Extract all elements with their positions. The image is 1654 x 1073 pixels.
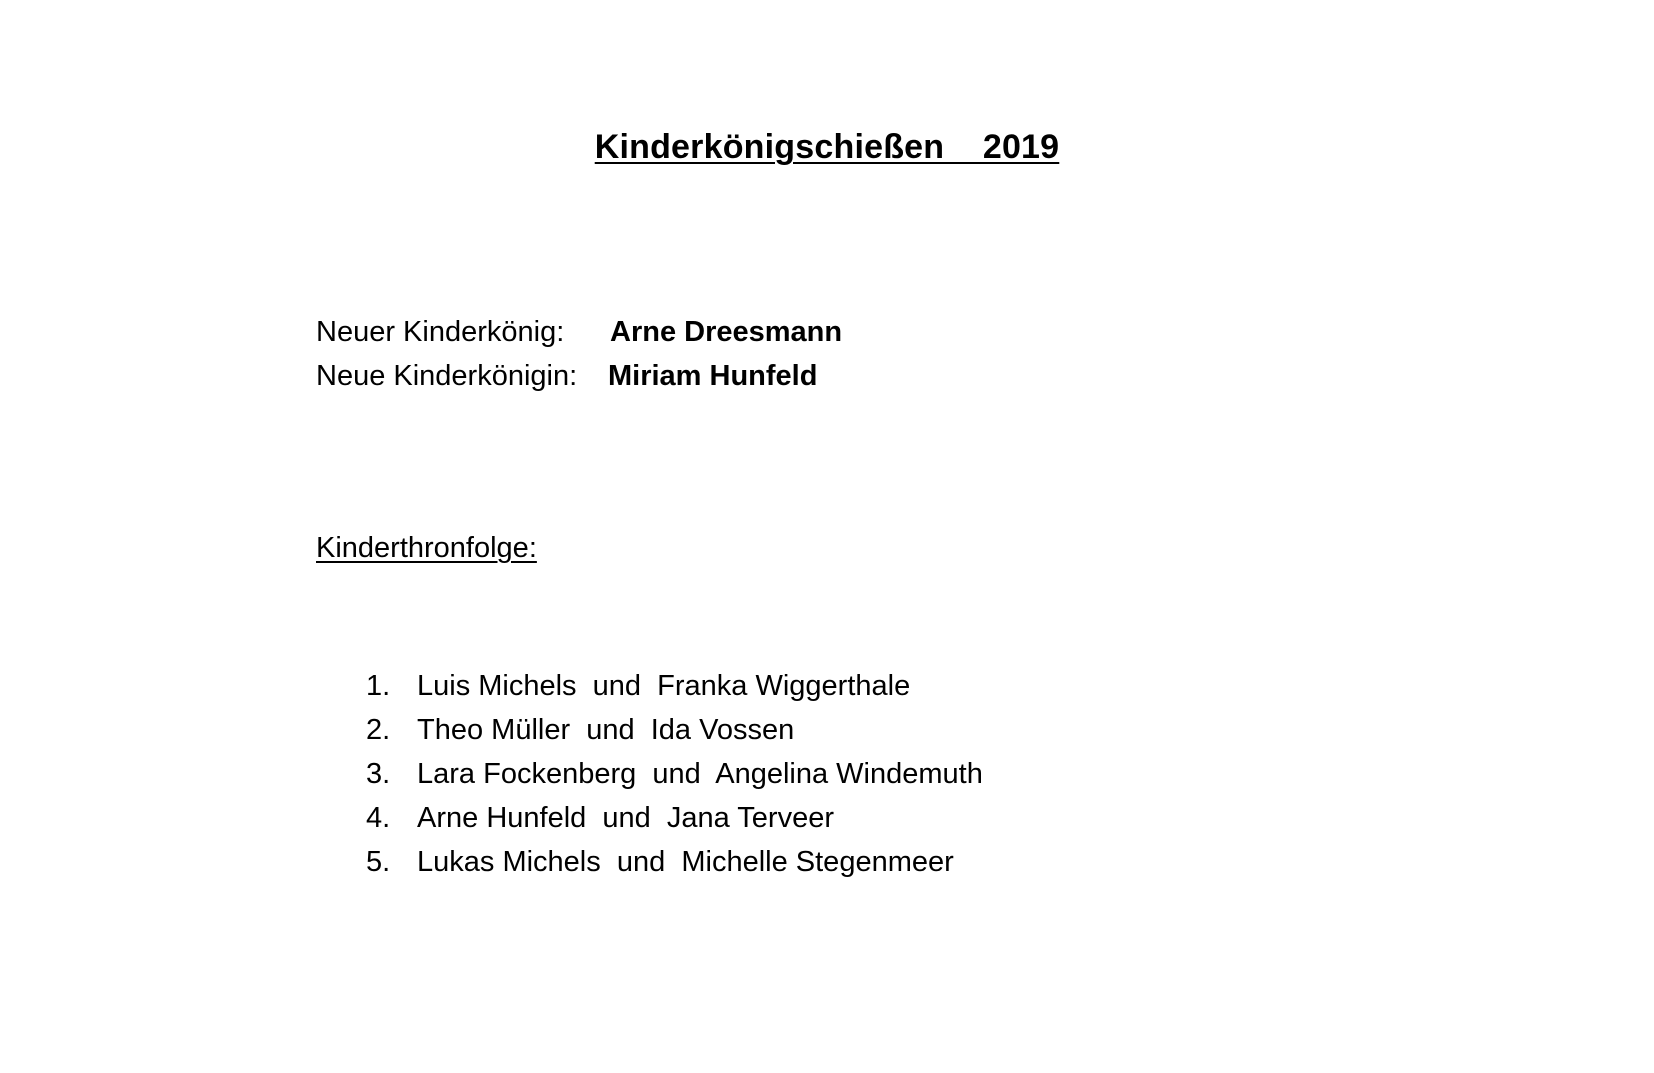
queen-name: Miriam Hunfeld [608, 360, 818, 392]
list-item-number: 3. [366, 758, 391, 790]
document-title-text: Kinderkönigschießen 2019 [594, 128, 1060, 166]
list-item [366, 840, 983, 884]
list-item-number: 2. [366, 714, 391, 746]
list-item-text: Arne Hunfeld und Jana Terveer [417, 802, 835, 834]
king-row [316, 310, 842, 354]
list-item-text: Lara Fockenberg und Angelina Windemuth [417, 758, 983, 790]
document-title [0, 128, 1654, 167]
royals-section [316, 310, 842, 398]
king-name: Arne Dreesmann [610, 316, 843, 348]
queen-row [316, 354, 842, 398]
list-item-number: 4. [366, 802, 391, 834]
list-item [366, 796, 983, 840]
list-item-text: Theo Müller und Ida Vossen [417, 714, 795, 746]
list-item-text: Lukas Michels und Michelle Stegenmeer [417, 846, 954, 878]
list-item [366, 708, 983, 752]
list-item-text: Luis Michels und Franka Wiggerthale [417, 670, 911, 702]
list-item-number: 5. [366, 846, 391, 878]
list-item-number: 1. [366, 670, 391, 702]
list-item [366, 752, 983, 796]
list-item [366, 664, 983, 708]
queen-label: Neue Kinderkönigin: [316, 360, 578, 392]
succession-list [366, 664, 983, 884]
king-label: Neuer Kinderkönig: [316, 316, 565, 348]
succession-heading: Kinderthronfolge: [316, 532, 537, 564]
